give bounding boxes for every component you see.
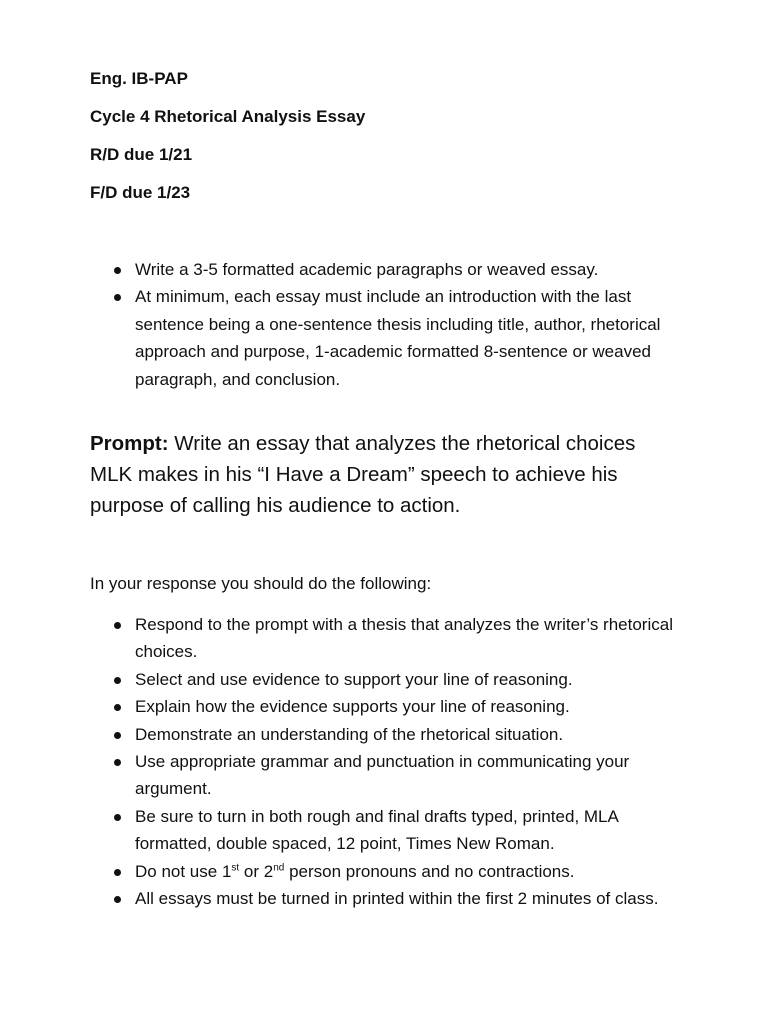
- list-item: Respond to the prompt with a thesis that analyzes the writer’s rhetorical choices.: [90, 611, 690, 666]
- pronoun-rule-text: person pronouns and no contractions.: [284, 861, 575, 881]
- course-name: Eng. IB-PAP: [90, 69, 188, 88]
- list-item: Demonstrate an understanding of the rhetorical situation.: [90, 721, 690, 748]
- pronoun-rule-text: or 2: [239, 861, 274, 881]
- list-item: Write a 3-5 formatted academic paragraphs or weaved essay.: [90, 256, 690, 283]
- prompt-text: Write an essay that analyzes the rhetorical choices MLK makes in his “I Have a Dream” speech to achieve his purpose of calling his audience to action.: [90, 432, 636, 517]
- pronoun-rule-item: [90, 858, 690, 885]
- assignment-title: Cycle 4 Rhetorical Analysis Essay: [90, 107, 366, 126]
- instructions-list: [90, 611, 690, 912]
- final-draft-due: F/D due 1/23: [90, 183, 191, 202]
- ordinal-suffix: nd: [273, 862, 285, 873]
- prompt-label: Prompt:: [90, 432, 169, 455]
- requirements-list: [90, 256, 690, 393]
- ordinal-suffix: st: [231, 862, 240, 873]
- list-item: Explain how the evidence supports your line of reasoning.: [90, 693, 690, 720]
- list-item: Use appropriate grammar and punctuation in communicating your argument.: [90, 748, 690, 803]
- rough-draft-due: R/D due 1/21: [90, 145, 193, 164]
- list-item: Be sure to turn in both rough and final drafts typed, printed, MLA formatted, double spaced, 12 point, Times New Roman.: [90, 803, 690, 858]
- list-item: At minimum, each essay must include an introduction with the last sentence being a one-sentence thesis including title, author, rhetorical approach and purpose, 1-academic formatted 8-sentence or weaved paragraph, and conclusion.: [90, 283, 690, 393]
- prompt-paragraph: [90, 428, 680, 521]
- response-intro: In your response you should do the following:: [90, 574, 432, 593]
- list-item: Select and use evidence to support your line of reasoning.: [90, 666, 690, 693]
- pronoun-rule-text: Do not use 1: [135, 861, 232, 881]
- list-item: All essays must be turned in printed within the first 2 minutes of class.: [90, 885, 690, 912]
